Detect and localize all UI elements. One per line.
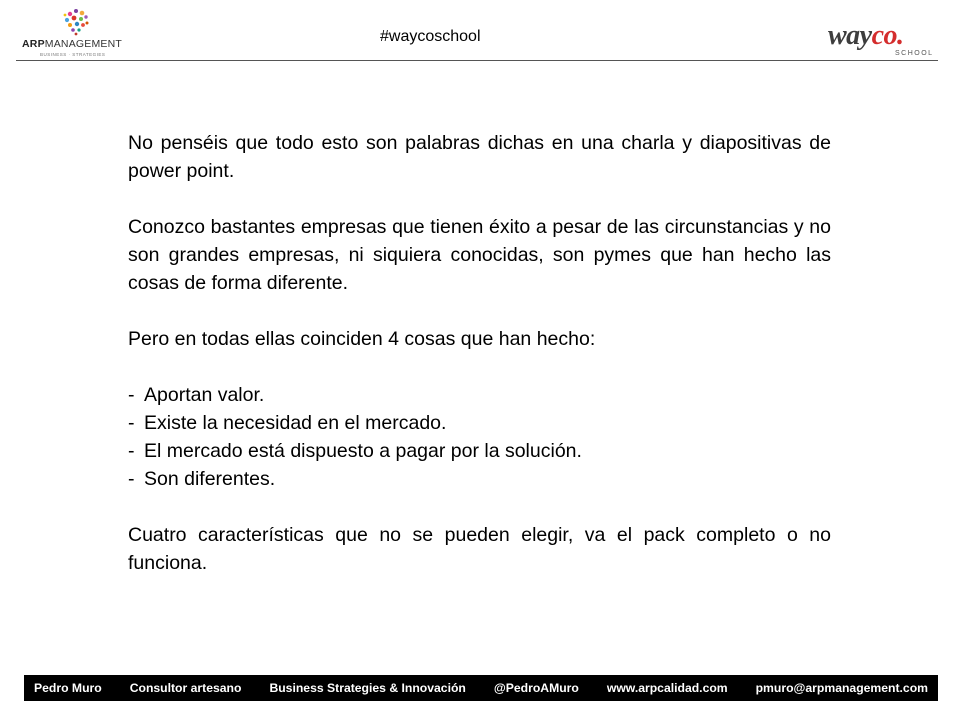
list-marker: - <box>128 412 135 434</box>
list-marker: - <box>128 468 135 490</box>
slide-body <box>128 129 831 577</box>
arp-logo-text: ARPMANAGEMENT <box>22 38 123 50</box>
paragraph-2: Conozco bastantes empresas que tienen éxito a pesar de las circunstancias y no son grandes empresas, ni siquiera conocidas, son pymes que han hecho las cosas de forma diferente. <box>128 216 831 294</box>
header-divider <box>16 60 938 61</box>
wayco-school-logo <box>828 20 938 60</box>
paragraph-1: No penséis que todo esto son palabras dichas en una charla y diapositivas de power point. <box>128 132 831 182</box>
characteristics-list <box>128 381 831 493</box>
footer-role: Consultor artesano <box>129 681 242 695</box>
list-item <box>128 465 831 493</box>
colorful-head-icon <box>56 4 96 38</box>
list-item <box>128 409 831 437</box>
list-item-text: Son diferentes. <box>144 468 276 490</box>
list-item-text: Existe la necesidad en el mercado. <box>144 412 447 434</box>
footer-email: pmuro@arpmanagement.com <box>755 681 928 695</box>
slide-header <box>0 0 960 62</box>
footer-specialty: Business Strategies & Innovación <box>269 681 466 695</box>
list-marker: - <box>128 440 135 462</box>
wayco-logo-subtitle: SCHOOL <box>895 50 934 57</box>
list-item-text: Aportan valor. <box>144 384 265 406</box>
arp-logo-subtitle: BUSINESS · STRATEGIES <box>40 52 106 57</box>
list-item-text: El mercado está dispuesto a pagar por la solución. <box>144 440 582 462</box>
paragraph-3: Pero en todas ellas coinciden 4 cosas que han hecho: <box>128 328 596 350</box>
footer-author: Pedro Muro <box>34 681 102 695</box>
slide-footer <box>24 675 938 701</box>
paragraph-4: Cuatro características que no se pueden elegir, va el pack completo o no funciona. <box>128 524 831 574</box>
list-item <box>128 381 831 409</box>
list-marker: - <box>128 384 135 406</box>
hashtag-title: #waycoschool <box>380 28 481 45</box>
arp-management-logo <box>22 4 132 58</box>
wayco-logo-word: wayco. <box>828 20 904 51</box>
footer-twitter-handle: @PedroAMuro <box>493 681 579 695</box>
list-item <box>128 437 831 465</box>
footer-website: www.arpcalidad.com <box>606 681 728 695</box>
